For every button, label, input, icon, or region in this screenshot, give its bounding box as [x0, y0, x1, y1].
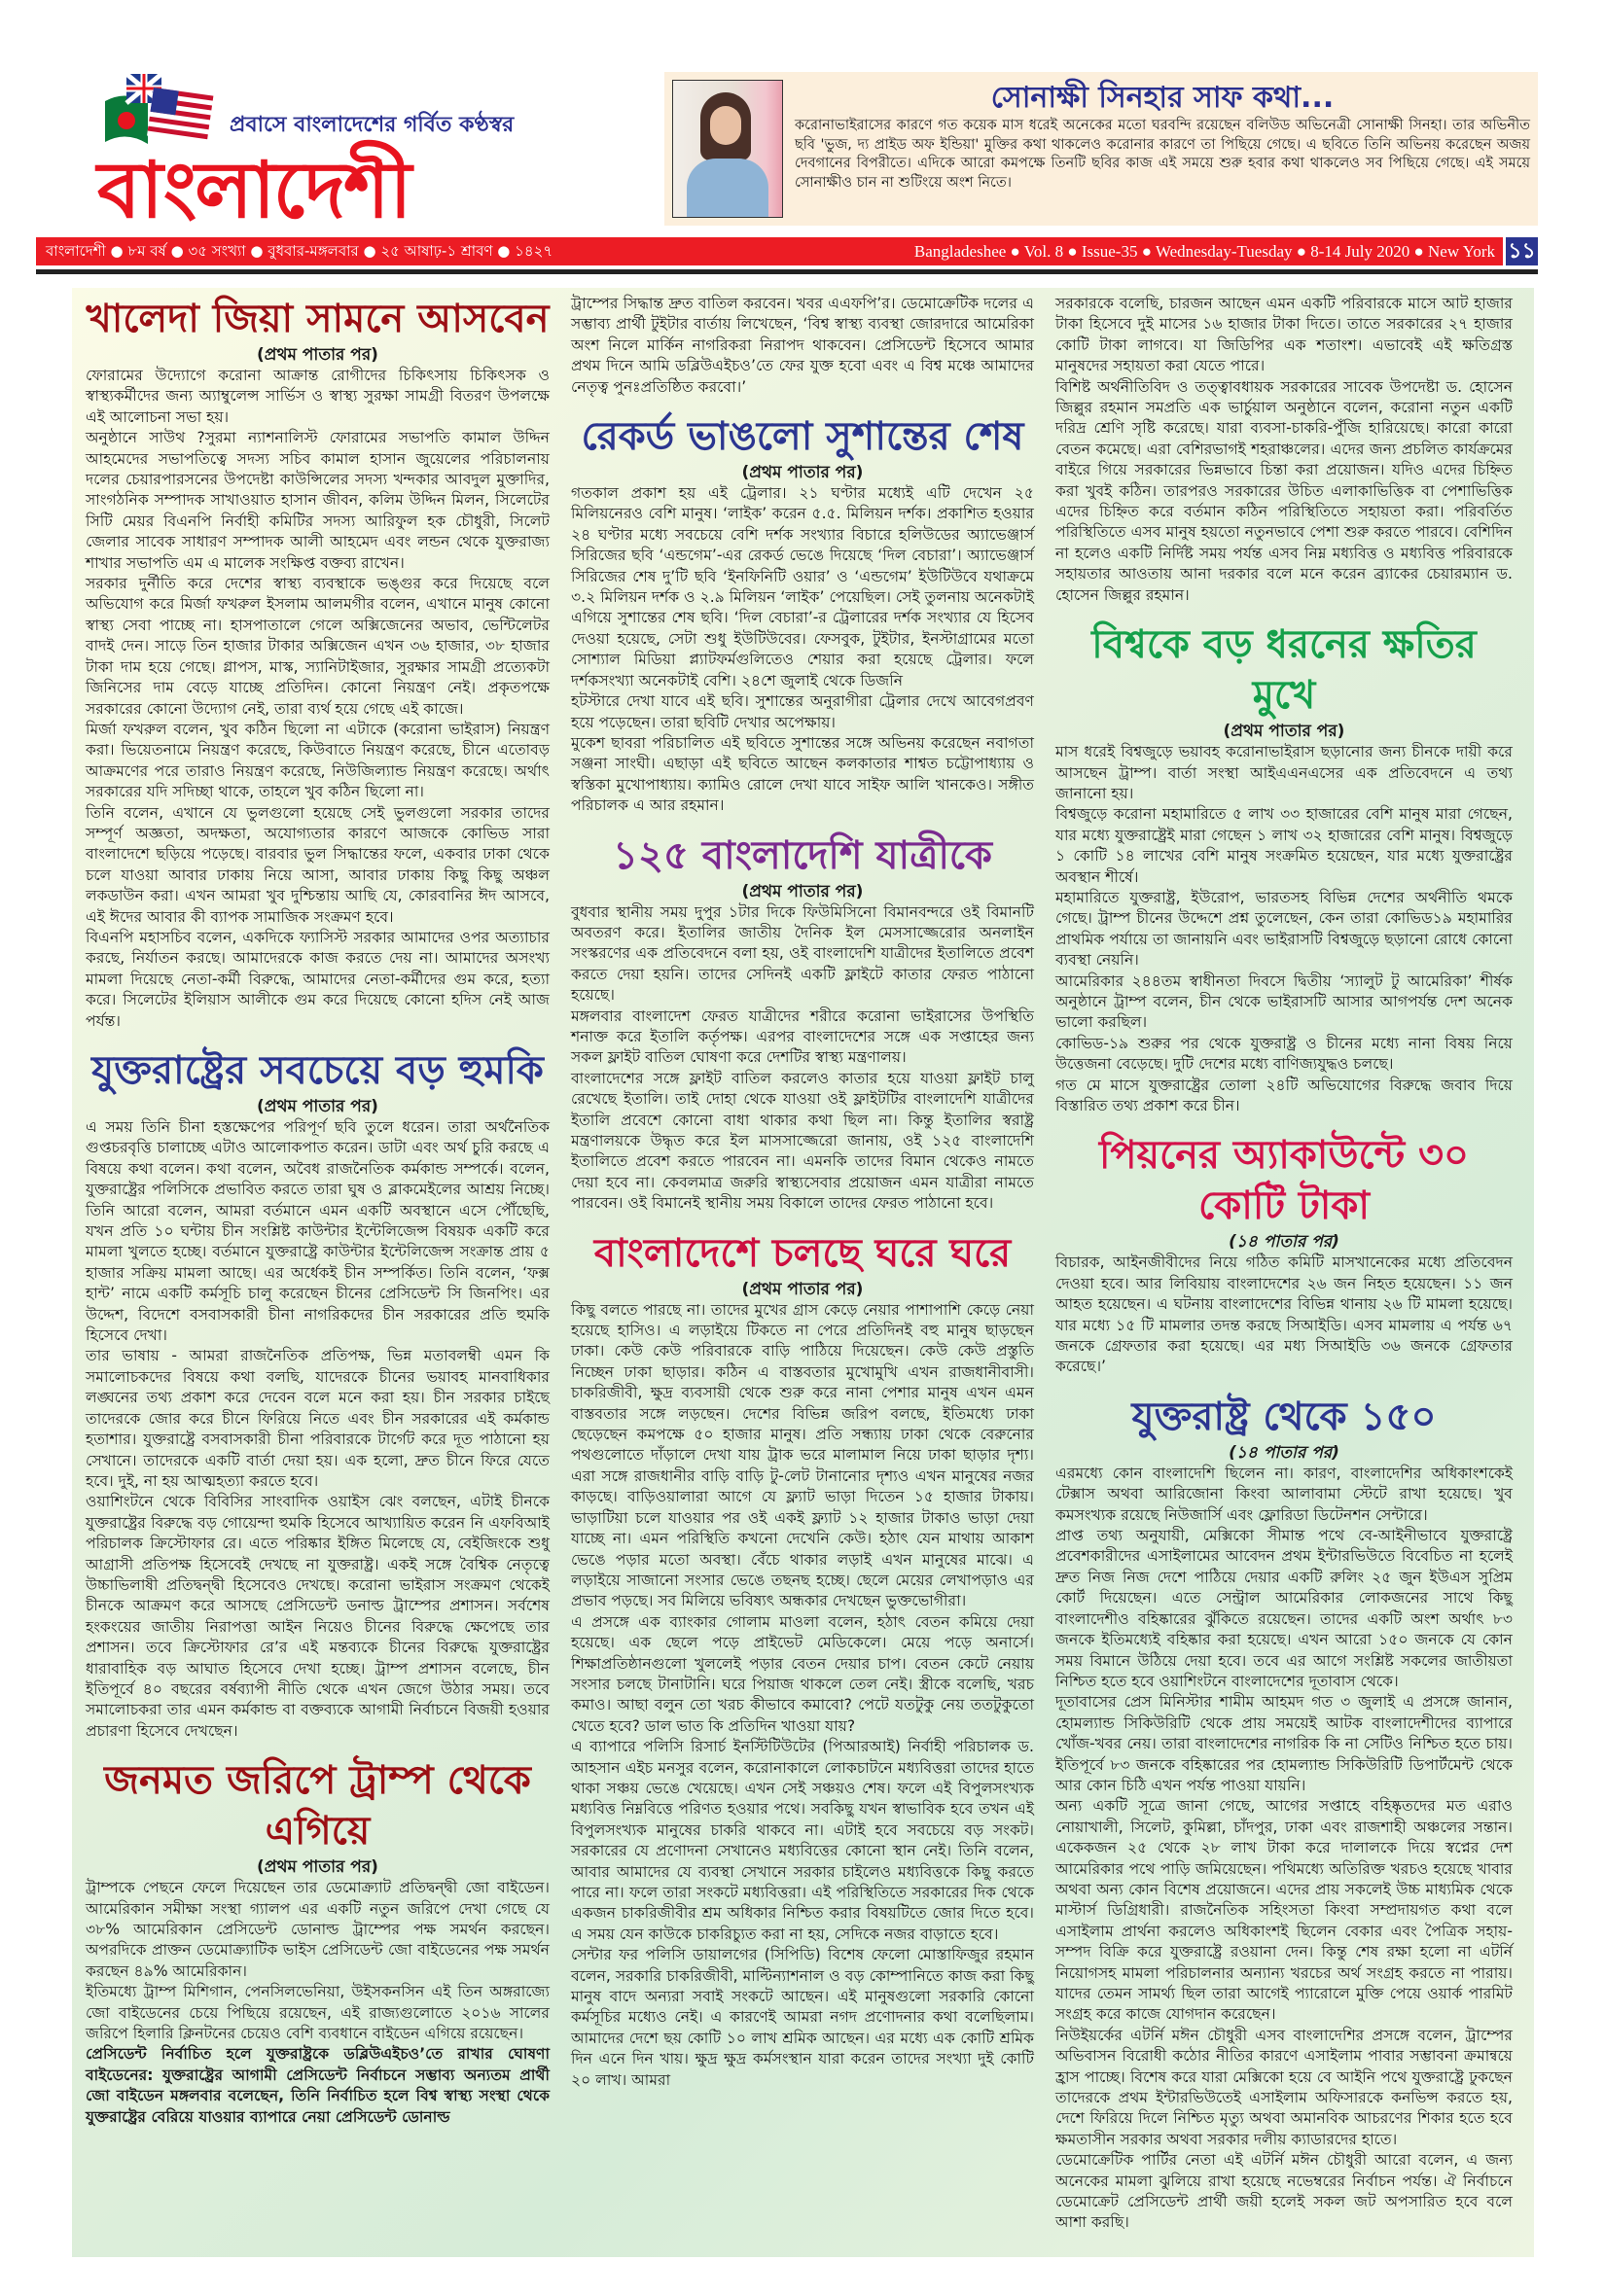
- divider: [36, 269, 1538, 274]
- promo-box: [664, 72, 1538, 226]
- paragraph: সরকার দুর্নীতি করে দেশের স্বাস্থ্য ব্যবস্থাকে ভঙ্গুর করে দিয়েছে বলে অভিযোগ করে মির্জা ফখরুল ইসলাম আলমগীর বলেন, এখানে মানুষ কোনো স্বাস্থ্য সেবা পাচ্ছে না। হাসপাতালে গেলে অক্সিজেনের অভাব, ভেন্টিলেটর বাদই দেন। সাড়ে তিন হাজার টাকার অক্সিজেন এখন ৩৬ হাজার, ৩৮ হাজার টাকা দাম হয়ে গেছে। গ্লাপস, মাস্ক, স্যানিটাইজার, সুরক্ষার সামগ্রী প্রত্যেকটা জিনিসের দাম বেড়ে যাচ্ছে প্রতিদিন। কোনো নিয়ন্ত্রণ নেই। প্রকৃতপক্ষে সরকারের কোনো উদ্যোগ নেই, তারা ব্যর্থ হয়ে গেছে এই কাজে।: [86, 575, 550, 718]
- column-1: [86, 294, 550, 2247]
- headline: বাংলাদেশে চলছে ঘরে ঘরে: [593, 1230, 1012, 1276]
- paragraph: তিনি বলেন, এখানে যে ভুলগুলো হয়েছে সেই ভুলগুলো সরকার তাদের সম্পূর্ণ অজ্ঞতা, অদক্ষতা, অযোগ্যতার কারণে আজকে কোভিড সারা বাংলাদেশে ছড়িয়ে পড়েছে। বারবার ভুল সিদ্ধান্তের ফলে, একবার ঢাকা থেকে চলে যাওয়া আবার ঢাকায় নিয়ে আসা, আবার ঢাকায় কিছু কিছু অঞ্চল লকডাউন করা। এখন আমরা খুব দুশ্চিন্তায় আছি যে, কোরবানির ঈদ আসবে, এই ঈদের আবার কী ব্যাপক সামাজিক সংক্রমণ হবে।: [86, 803, 550, 926]
- paragraph: ইতিমধ্যে ট্রাম্প মিশিগান, পেনসিলভেনিয়া, উইসকনসিন এই তিন অঙ্গরাজ্যে জো বাইডেনের চেয়ে পিছিয়ে রয়েছেন, এই রাজ্যগুলোতে ২০১৬ সালের জরিপে হিলারি ক্লিনটনের চেয়েও বেশি ব্যবধানে বাইডেন এগিয়ে রয়েছেন।: [86, 1983, 550, 2043]
- continued-label: (প্রথম পাতার পর): [741, 463, 864, 483]
- article-home-continued: [1055, 294, 1513, 606]
- article-body: [571, 1300, 1034, 2091]
- paragraph: ডেমোক্রেটিক পার্টির নেতা এই এটর্নি মঈন চৌধুরী আরো বলেন, এ জন্য অনেকের মামলা ঝুলিয়ে রাখা হয়েছে নভেম্বরের নির্বাচন পর্যন্ত। ঐ নির্বাচনে ডেমোক্রেট প্রেসিডেন্ট প্রার্থী জয়ী হলেই সকল জট অপসারিত হবে বলে আশা করছি।: [1055, 2151, 1513, 2232]
- paragraph: নিউইয়র্কের এটর্নি মঈন চৌধুরী এসব বাংলাদেশির প্রসঙ্গে বলেন, ট্রাম্পের অভিবাসন বিরোধী কঠোর নীতির কারণে এসাইলাম পাবার সম্ভাবনা ক্রমান্বয়ে হ্রাস পাচ্ছে। বিশেষ করে যারা মেক্সিকো হয়ে বে আইনি পথে যুক্তরাষ্ট্রে ঢুকছেন তাদেরকে প্রথম ইন্টারভিউতেই এসাইলাম অফিসারকে কনভিন্স করতে হয়, দেশে ফিরিয়ে দিলে নিশ্চিত মৃত্যু অথবা অমানবিক আচরণের শিকার হতে হবে ক্ষমতাসীন সরকার অথবা সরকার দলীয় ক্যাডারদের হাতে।: [1055, 2026, 1513, 2148]
- headline: ১২৫ বাংলাদেশি যাত্রীকে: [613, 832, 992, 878]
- article-body: [86, 1878, 550, 2128]
- paragraph: এ প্রসঙ্গে এক ব্যাংকার গোলাম মাওলা বলেন, হঠাৎ বেতন কমিয়ে দেয়া হয়েছে। এক ছেলে পড়ে প্রাইভেট মেডিকেলে। মেয়ে পড়ে অনার্সে। শিক্ষাপ্রতিষ্ঠানগুলো খুললেই পড়ার বেতন দেয়ার চাপ। বেতন কেটে নেয়ায় সংসার চলছে টানাটানি। ঘরে পিয়াজ থাকলে তেল নেই। স্ত্রীকে বলেছি, খরচ কমাও। আছা বলুন তো খরচ কীভাবে কমাবো? পেটে যতটুকু নেয় ততটুকুতো খেতে হবে? ডাল ভাত কি প্রতিদিন খাওয়া যায়?: [571, 1612, 1034, 1735]
- paragraph: দূতাবাসের প্রেস মিনিস্টার শামীম আহমদ গত ৩ জুলাই এ প্রসঙ্গে জানান, হোমল্যান্ড সিকিউরিটি থেকে প্রায় সময়েই আটক বাংলাদেশীদের ব্যাপারে খোঁজ-খবর নেয়। তারা বাংলাদেশের নাগরিক কি না সেটিও নিশ্চিত হতে চায়। ইতিপূর্বে ৮৩ জনকে বহিষ্কারের পর হোমল্যান্ড সিকিউরিটি ডিপার্টমেন্ট থেকে আর কোন চিঠি এখন পর্যন্ত পাওয়া যায়নি।: [1055, 1693, 1513, 1794]
- article-125-passengers: [571, 830, 1034, 1215]
- headline: রেকর্ড ভাঙলো সুশান্তের শেষ: [581, 414, 1024, 460]
- headline: যুক্তরাষ্ট্র থেকে ১৫০: [1131, 1394, 1437, 1439]
- paragraph: মুকেশ ছাবরা পরিচালিত এই ছবিতে সুশান্তের সঙ্গে অভিনয় করেছেন নবাগতা সঞ্জনা সাংঘী। এছাড়া এই ছবিতে আছেন কলকাতার শাশ্বত চট্টোপাধ্যায় ও স্বস্তিকা মুখোপাধ্যায়। ক্যামিও রোলে দেখা যাবে সাইফ আলি খানকেও। সঙ্গীত পরিচালক এ আর রহমান।: [571, 733, 1034, 815]
- page-number: ১১: [1506, 237, 1538, 265]
- actress-photo: [672, 80, 783, 218]
- paragraph: ফোরামের উদ্যোগে করোনা আক্রান্ত রোগীদের চিকিৎসায় চিকিৎসক ও স্বাস্থ্যকর্মীদের জন্য অ্যাম্বুলেন্স সার্ভিস ও স্বাস্থ্য সুরক্ষা সামগ্রী বিতরণ উপলক্ষে এই আলোচনা সভা হয়।: [86, 367, 550, 426]
- continued-label: (প্রথম পাতার পর): [257, 1097, 378, 1116]
- brand-block: [97, 72, 642, 233]
- paragraph: আমেরিকার ২৪৪তম স্বাধীনতা দিবসে দ্বিতীয় ‘স্যালুট টু আমেরিকা’ শীর্ষক অনুষ্ঠানে ট্রাম্প বলেন, চীন থেকে ভাইরাসটি আসার আগপর্যন্ত দেশ অনেক ভালো করছিল।: [1055, 971, 1513, 1032]
- paragraph: এ সময় তিনি চীনা হস্তক্ষেপের পরিপূর্ণ ছবি তুলে ধরেন। তারা অর্থনৈতিক গুপ্তচরবৃত্তি চালাচ্ছে এটাও আলোকপাত করেন। ডাটা এবং অর্থ চুরি করছে এ বিষয়ে কথা বলেন। কথা বলেন, অবৈধ রাজনৈতিক কর্মকান্ড সম্পর্কে। বলেন, যুক্তরাষ্ট্রের পলিসিকে প্রভাবিত করতে তারা ঘুষ ও ব্লাকমেইলের আশ্রয় নিচ্ছে। তিনি আরো বলেন, আমরা বর্তমানে এমন একটি অবস্থানে এসে পৌঁছেছি, যখন প্রতি ১০ ঘন্টায় চীন সংশ্লিষ্ট কাউন্টার ইন্টেলিজেন্স বিষয়ক একটি করে মামলা খুলতে হচ্ছে। বর্তমানে যুক্তরাষ্ট্রে কাউন্টার ইন্টেলিজেন্স সংক্রান্ত প্রায় ৫ হাজার সক্রিয় মামলা আছে। এর অর্ধেকই চীন সম্পর্কিত। তিনি বলেন, ‘ফক্স হান্ট’ নামে একটি কর্মসূচি চালু করেছেন চীনের প্রেসিডেন্ট সি জিনপিং। এর উদ্দেশ, বিদেশে বসবাসকারী চীনা নাগরিকদের চীন সরকারের প্রতি হুমকি হিসেবে দেখা।: [86, 1118, 550, 1345]
- article-body: [571, 902, 1034, 1215]
- paragraph: অনুষ্ঠানে সাউথ ?সুরমা ন্যাশনালিস্ট ফোরামের সভাপতি কামাল উদ্দিন আহমেদের সভাপতিত্বে সদস্য সচিব কামাল হাসান জুয়েলের পরিচালনায় দলের চেয়ারপারসনের উপদেষ্টা কাউন্সিলের সদস্য খন্দকার আবদুল মুক্তাদির, সাংগঠনিক সম্পাদক সাখাওয়াত হাসান জীবন, কলিম উদ্দিন মিলন, সিলেটের সিটি মেয়র বিএনপি নির্বাহী কমিটির সদস্য আরিফুল হক চৌধুরী, সিলেট জেলার সাবেক সাধারণ সম্পাদক আলী আহমেদ এবং লন্ডন থেকে যুক্তরাজ্য শাখার সভাপতি এম এ মালেক সংক্ষিপ্ত বক্তব্য রাখেন।: [86, 429, 550, 572]
- paragraph: মহামারিতে যুক্তরাষ্ট্র, ইউরোপ, ভারতসহ বিভিন্ন দেশের অর্থনীতি থমকে গেছে। ট্রাম্প চীনের উদ্দেশে প্রশ্ন তুলেছেন, কেন তারা কোভিড১৯ মহামারির প্রাথমিক পর্যায়ে তা জানায়নি এবং ভাইরাসটি বিশ্বজুড়ে ছড়ানো রোধে কোনো ব্যবস্থা নেয়নি।: [1055, 888, 1513, 970]
- article-body: [571, 294, 1034, 398]
- paragraph: কিছু বলতে পারছে না। তাদের মুখের গ্রাস কেড়ে নেয়ার পাশাপাশি কেড়ে নেয়া হয়েছে হাসিও। এ লড়াইয়ে টিকতে না পেরে প্রতিদিনই বহু মানুষ ছাড়ছেন ঢাকা। কেউ কেউ পরিবারকে বাড়ি পাঠিয়ে দিয়েছেন। কেউ কেউ প্রস্তুতি নিচ্ছেন ঢাকা ছাড়ার। কঠিন এ বাস্তবতার মুখোমুখি এখন রাজধানীবাসী। চাকরিজীবী, ক্ষুদ্র ব্যবসায়ী থেকে শুরু করে নানা পেশার মানুষ এখন এমন বাস্তবতার সঙ্গে লড়ছেন। দেশের বিভিন্ন জরিপ বলছে, ইতিমধ্যে ঢাকা ছেড়েছেন কমপক্ষে ৫০ হাজার মানুষ। প্রতি সন্ধ্যায় ঢাকা থেকে বেরুনোর পথগুলোতে দাঁড়ালে দেখা যায় ট্রাক ভরে মালামাল নিয়ে ঢাকা ছাড়ার দৃশ্য। এরা সঙ্গে রাজধানীর বাড়ি বাড়ি টু-লেট টানানোর দৃশ্যও এখন মানুষের নজর কাড়ছে। বাড়িওয়ালারা আগে যে ফ্ল্যাট ভাড়া দিতেন ১৫ হাজার টাকায়। ভাড়াটিয়া চলে যাওয়ার পর ওই একই ফ্ল্যাট ১২ হাজার টাকাও ভাড়া দেয়া যাচ্ছে না। এমন পরিস্থিতি কখনো দেখেনি কেউ। হঠাৎ যেন মাথায় আকাশ ভেঙে পড়ার মতো অবস্থা। বেঁচে থাকার লড়াই এখন মানুষের মাঝে। এ লড়াইয়ে সাজানো সংসার ভেঙে তছনছ হচ্ছে। ছেলে মেয়ের লেখাপড়াও এর প্রভাব পড়ছে। সব মিলিয়ে ভবিষ্যৎ অন্ধকার দেখছেন ভুক্তভোগীরা।: [571, 1300, 1034, 1610]
- masthead: [0, 0, 1605, 233]
- paragraph: মঙ্গলবার বাংলাদেশ ফেরত যাত্রীদের শরীরে করোনা ভাইরাসের উপস্থিতি শনাক্ত করে ইতালি কর্তৃপক্ষ। এরপর বাংলাদেশের সঙ্গে এক সপ্তাহের জন্য সকল ফ্লাইট বাতিল ঘোষণা করে দেশটির স্বাস্থ্য মন্ত্রণালয়।: [571, 1007, 1034, 1067]
- paragraph: প্রেসিডেন্ট নির্বাচিত হলে যুক্তরাষ্ট্রকে ডব্লিউএইচও’তে রাখার ঘোষণা বাইডেনের: যুক্তরাষ্ট্রের আগামী প্রেসিডেন্ট নির্বাচনে সম্ভাব্য অন্যতম প্রার্থী জো বাইডেন মঙ্গলবার বলেছেন, তিনি নির্বাচিত হলে বিশ্ব স্বাস্থ্য সংস্থা থেকে যুক্তরাষ্ট্রের বেরিয়ে যাওয়ার ব্যাপারে নেয়া প্রেসিডেন্ট ডোনাল্ড: [86, 2045, 550, 2126]
- paragraph: বাংলাদেশের সঙ্গে ফ্লাইট বাতিল করলেও কাতার হয়ে যাওয়া ফ্লাইট চালু রেখেছে ইতালি। তাই দোহা থেকে যাওয়া ওই ফ্লাইটটির বাংলাদেশি যাত্রীদের ইতালি প্রবেশে কোনো বাধা থাকার কথা ছিল না। কিন্তু ইতালির স্বরাষ্ট্র মন্ত্রণালয়কে উদ্ধৃত করে ইল মাসসাজ্জেরো জানায়, ওই ১২৫ বাংলাদেশি ইতালিতে প্রবেশ করতে পারবেন না। এমনকি তাদের বিমান থেকেও নামতে দেয়া হবে না। কেবলমাত্র জরুরি স্বাস্থ্যসেবার প্রয়োজন এমন যাত্রীরা নামতে পারবেন। ওই বিমানেই স্থানীয় সময় বিকালে তাদের ফেরত পাঠানো হবে।: [571, 1069, 1034, 1213]
- headline: জনমত জরিপে ট্রাম্প থেকে এগিয়ে: [104, 1758, 531, 1854]
- paragraph: ট্রাম্পকে পেছনে ফেলে দিয়েছেন তার ডেমোক্র্যাট প্রতিদ্বন্দ্বী জো বাইডেন। আমেরিকান সমীক্ষা সংস্থা গ্যালপ এর একটি নতুন জরিপে দেখা গেছে যে ৩৮% আমেরিকান প্রেসিডেন্ট ডোনাল্ড ট্রাম্পের পক্ষ সমর্থন করছেন। অপরদিকে প্রাক্তন ডেমোক্র্যাটিক ভাইস প্রেসিডেন্ট জো বাইডেনের পক্ষ সমর্থন করছেন ৪৯% আমেরিকান।: [86, 1879, 550, 1980]
- column-2: [571, 294, 1034, 2247]
- paragraph: কোভিড-১৯ শুরুর পর থেকে যুক্তরাষ্ট্র ও চীনের মধ্যে নানা বিষয় নিয়ে উত্তেজনা বেড়েছে। দুটি দেশের মধ্যে বাণিজ্যযুদ্ধও চলছে।: [1055, 1034, 1513, 1074]
- content-panel: [72, 288, 1534, 2257]
- issue-info-bengali: বাংলাদেশী ● ৮ম বর্ষ ● ৩৫ সংখ্যা ● বুধবার-মঙ্গলবার ● ২৫ আষাঢ়-১ শ্রাবণ ● ১৪২৭: [46, 242, 553, 260]
- paragraph: সরকারকে বলেছি, চারজন আছেন এমন একটি পরিবারকে মাসে আট হাজার টাকা হিসেবে দুই মাসের ১৬ হাজার টাকা দিতে। তাতে সরকারের ২৭ হাজার কোটি টাকা লাগবে। যা জিডিপির এক শতাংশ। এভাবেই এই ক্ষতিগ্রস্ত মানুষদের সহায়তা করা যেতে পারে।: [1055, 295, 1513, 375]
- paragraph: এ ব্যাপারে পলিসি রিসার্চ ইনস্টিটিউটের (পিআরআই) নির্বাহী পরিচালক ড. আহসান এইচ মনসুর বলেন, করোনাকালে লোকচাটনে মধ্যবিত্তরা তাদের হাতে থাকা সঞ্চয় ভেঙে খেয়েছে। এখন সেই সঞ্চয়ও শেষ। ফলে এই বিপুলসংখ্যক মধ্যবিত্ত নিম্নবিত্তে পরিণত হওয়ার পথে। সবকিছু যখন স্বাভাবিক হবে তখন এই বিপুলসংখ্যক মানুষের চাকরি থাকবে না। এটাই হবে সবচেয়ে বড় সংকট। সরকারের যে প্রণোদনা সেখানেও মধ্যবিত্তের কোনো স্থান নেই। তিনি বলেন, আবার আমাদের যে ব্যবস্থা সেখানে সরকার চাইলেও মধ্যবিত্তকে কিছু করতে পারে না। ফলে তারা সংকটে মধ্যবিত্তরা। এই পরিস্থিতিতে সরকারের দিক থেকে একজন চাকরিজীবীর শ্রম অধিকার নিশ্চিত করার বিষয়টিতে জোর দিতে হবে। এ সময় যেন কাউকে চাকরিচ্যুত করা না হয়, সেদিকে নজর বাড়াতে হবে।: [571, 1738, 1034, 1943]
- headline: পিয়নের অ্যাকাউন্টে ৩০ কোটি টাকা: [1098, 1133, 1470, 1229]
- article-home-crisis: [571, 1228, 1034, 2091]
- article-body: [86, 366, 550, 1032]
- promo-headline: সোনাক্ষী সিনহার সাফ কথা...: [990, 81, 1335, 115]
- paragraph: প্রাপ্ত তথ্য অনুযায়ী, মেক্সিকো সীমান্ত পথে বে-আইনীভাবে যুক্তরাষ্ট্রে প্রবেশকারীদের এসাইলামের আবেদন প্রথম ইন্টারভিউতে বিবেচিত না হলেই দ্রুত নিজ নিজ দেশে পাঠিয়ে দেয়ার একটি রুলিং ২৫ জুন ইউএস সুপ্রিম কোর্ট দিয়েছেন। এতে সেন্ট্রাল আমেরিকার লোকজনের সাথে কিছু বাংলাদেশীও বহিষ্কারের ঝুঁকিতে রয়েছেন। তাদের একটি অংশ অর্থাৎ ৮৩ জনকে ইতিমধ্যেই বহিষ্কার করা হয়েছে। এখন আরো ১৫০ জনকে যে কোন সময় বিমানে উঠিয়ে দেয়া হবে। তবে এর আগে সংশ্লিষ্ট সকলের জাতীয়তা নিশ্চিত হতে হবে ওয়াশিংটনে বাংলাদেশের দূতাবাস থেকে।: [1055, 1527, 1513, 1690]
- continued-label: (প্রথম পাতার পর): [741, 881, 864, 901]
- article-body: [1055, 1464, 1513, 2234]
- paragraph: বিশিষ্ট অর্থনীতিবিদ ও তত্ত্বাবধায়ক সরকারের সাবেক উপদেষ্টা ড. হোসেন জিল্লুর রহমান সমপ্রতি এক ভার্চুয়াল অনুষ্ঠানে বলেন, করোনা নতুন একটি দরিদ্র শ্রেণি সৃষ্টি করেছে। যারা ব্যবসা-চাকরি-পুঁজি হারিয়েছে। কারো কারো বেতন কমেছে। এরা বেশিরভাগই শহরাঞ্চলের। এদের জন্য প্রচলিত কার্যক্রমের বাইরে গিয়ে সরকারের ভিন্নভাবে চিন্তা করা প্রয়োজন। যদিও এদের চিহ্নিত করা খুবই কঠিন। তারপরও সরকারের উচিত এলাকাভিত্তিক বা পেশাভিত্তিক এদের চিহ্নিত করে বর্তমান কঠিন পরিস্থিতিতে সহায়তা করা। পরিবর্তিত পরিস্থিতিতে এসব মানুষ হয়তো নতুনভাবে পেশা শুরু করতে পারবে। বেশিদিন না হলেও একটি নির্দিষ্ট সময় পর্যন্ত এসব নিম্ন মধ্যবিত্ত ও মধ্যবিত্ত পরিবারকে সহায়তার আওতায় আনা দরকার বলে মনে করেন ব্র্যাকের চেয়ারম্যান ড. হোসেন জিল্লুর রহমান।: [1055, 377, 1513, 604]
- article-body: [1055, 294, 1513, 606]
- headline: খালেদা জিয়া সামনে আসবেন: [86, 297, 550, 341]
- continued-label: (১৪ পাতার পর): [1229, 1232, 1339, 1253]
- paragraph: ট্রাম্পের সিদ্ধান্ত দ্রুত বাতিল করবেন। খবর এএফপি’র। ডেমোক্রেটিক দলের এ সম্ভাব্য প্রার্থী টুইটার বার্তায় লিখেছেন, ‘বিশ্ব স্বাস্থ্য ব্যবস্থা জোরদারে আমেরিকা অংশ নিলে মার্কিন নাগরিকরা নিরাপদ থাকবেন। প্রেসিডেন্ট হিসেবে আমার প্রথম দিনে আমি ডব্লিউএইচও’তে ফের যুক্ত হবো এবং এ বিশ্ব মঞ্চে আমাদের নেতৃত্ব পুনঃপ্রতিষ্ঠিত করবো।’: [571, 295, 1034, 396]
- headline: যুক্তরাষ্ট্রের সবচেয়ে বড় হুমকি: [91, 1048, 544, 1093]
- article-peon-account: [1055, 1130, 1513, 1377]
- continued-label: (প্রথম পাতার পর): [257, 1857, 378, 1878]
- continued-label: (প্রথম পাতার পর): [741, 1279, 864, 1299]
- article-opinion-poll: [86, 1755, 550, 2128]
- paragraph: হটস্টারে দেখা যাবে এই ছবি। সুশান্তের অনুরাগীরা ট্রেলার দেখে আবেগপ্রবণ হয়ে পড়েছেন। তারা ছবিটি দেখার অপেক্ষায়।: [571, 692, 1034, 731]
- article-us-threat: [86, 1045, 550, 1742]
- paragraph: বিচারক, আইনজীবীদের নিয়ে গঠিত কমিটি মাসখানেকের মধ্যে প্রতিবেদন দেওয়া হবে। আর লিবিয়ায় বাংলাদেশের ২৬ জন নিহত হয়েছেন। ১১ জন আহত হয়েছেন। এ ঘটনায় বাংলাদেশের বিভিন্ন থানায় ২৬ টি মামলা হয়েছে। যার মধ্যে ১৫ টি মামলার তদন্ত করছে সিআইডি। এসব মামলায় এ পর্যন্ত ৬৭ জনকে গ্রেফতার করা হয়েছে। এর মধ্য সিআইডি ৩৬ জনকে গ্রেফতার করেছে।’: [1055, 1254, 1513, 1376]
- article-who-continued: [571, 294, 1034, 398]
- article-khaleda: [86, 294, 550, 1032]
- paragraph: মাস ধরেই বিশ্বজুড়ে ভয়াবহ করোনাভাইরাস ছড়ানোর জন্য চীনকে দায়ী করে আসছেন ট্রাম্প। বার্তা সংস্থা আইএএনএসের এক প্রতিবেদনে এ তথ্য জানানো হয়।: [1055, 743, 1513, 802]
- paragraph: বিশ্বজুড়ে করোনা মহামারিতে ৫ লাখ ৩৩ হাজারের বেশি মানুষ মারা গেছেন, যার মধ্যে যুক্তরাষ্ট্রেই মারা গেছেন ১ লাখ ৩২ হাজারের বেশি মানুষ। বিশ্বজুড়ে ১ কোটি ১৪ লাখের বেশি মানুষ সংক্রমিত হয়েছেন, যার মধ্যে যুক্তরাষ্ট্রের অবস্থান শীর্ষে।: [1055, 805, 1513, 886]
- date-band: [36, 237, 1503, 265]
- newspaper-logo: বাংলাদেশী: [97, 145, 410, 235]
- continued-label: (১৪ পাতার পর): [1229, 1442, 1339, 1463]
- paragraph: এরমধ্যে কোন বাংলাদেশি ছিলেন না। কারণ, বাংলাদেশির অধিকাংশকেই টেক্সাস অথবা আরিজোনা কিংবা আলাবামা স্টেটে রাখা হয়েছে। খুব কমসংখ্যক রয়েছে নিউজার্সি এবং ফ্লোরিডা ডিটেনশন সেন্টারে।: [1055, 1464, 1513, 1524]
- continued-label: (প্রথম পাতার পর): [1223, 722, 1345, 742]
- paragraph: বুধবার স্থানীয় সময় দুপুর ১টার দিকে ফিউমিসিনো বিমানবন্দরে ওই বিমানটি অবতরণ করে। ইতালির জাতীয় দৈনিক ইল মেসসাজ্জেরোর অনলাইন সংস্করণের এক প্রতিবেদনে বলা হয়, ওই বাংলাদেশি যাত্রীদের ইতালিতে প্রবেশ করতে দেয়া হয়নি। তাদের সেদিনই একটি ফ্লাইটে কাতার ফেরত পাঠানো হয়েছে।: [571, 902, 1034, 1005]
- promo-text: করোনাভাইরাসের কারণে গত কয়েক মাস ধরেই অনেকের মতো ঘরবন্দি রয়েছেন বলিউড অভিনেত্রী সোনাক্ষী সিনহা। তার অভিনীত ছবি 'ভুজ, দ্য প্রাইড অফ ইন্ডিয়া' মুক্তির কথা থাকলেও করোনার কারণে তা পিছিয়ে গেছে। এ ছবিতে তিনি অভিনয় করেছেন অজয় দেবগানের বিপরীতে। এদিকে আরো কমপক্ষে তিনটি ছবির কাজ এই সময়ে শুরু হবার কথা থাকলেও সব পিছিয়ে গেছে। এই সময়ে সোনাক্ষীও চান না শুটিংয়ে অংশ নিতে।: [795, 118, 1530, 191]
- issue-info-english: Bangladeshee ● Vol. 8 ● Issue-35 ● Wednesday-Tuesday ● 8-14 July 2020 ● New York: [913, 242, 1495, 261]
- article-body: [1055, 742, 1513, 1116]
- paragraph: অন্য একটি সূত্রে জানা গেছে, আগের সপ্তাহে বহিষ্কৃতদের মত এরাও নোয়াখালী, সিলেট, কুমিল্লা, চাঁদপুর, ঢাকা এবং রাজশাহী অঞ্চলের সন্তান। একেকজন ২৫ থেকে ২৮ লাখ টাকা করে দালালকে দিয়ে স্বপ্নের দেশ আমেরিকার পথে পাড়ি জমিয়েছেন। পথিমধ্যে অতিরিক্ত খরচও হয়েছে খাবার অথবা অন্য কোন বিশেষ প্রয়োজনে। এদের প্রায় সকলেই উচ্চ মাধ্যমিক থেকে মাস্টার্স ডিগ্রিধারী। রাজনৈতিক সহিংসতা কিংবা সম্প্রদায়গত কথা বলে এসাইলাম প্রার্থনা করলেও অধিকাংশই ছিলেন বেকার এবং পৈত্রিক সহায়-সম্পদ বিক্রি করে যুক্তরাষ্ট্রে রওয়ানা দেন। কিন্তু শেষ রক্ষা হলো না এটর্নি নিয়োগসহ মামলা পরিচালনার অন্যান্য খরচের অর্থ সংগ্রহ করতে না পারায়। যাদের তেমন সামর্থ্য ছিল তারা আগেই প্যারোলে মুক্তি পেয়ে ওয়ার্ক পারমিট সংগ্রহ করে কাজে যোগদান করেছেন।: [1055, 1797, 1513, 2024]
- article-body: [86, 1117, 550, 1742]
- paragraph: গতকাল প্রকাশ হয় এই ট্রেলার। ২১ ঘণ্টার মধ্যেই এটি দেখেন ২৫ মিলিয়নেরও বেশি মানুষ। ‘লাইক’ করেন ৫.৫. মিলিয়ন দর্শক। প্রকাশিত হওয়ার ২৪ ঘণ্টার মধ্যে সবচেয়ে বেশি দর্শক সংখ্যার বিচারে হলিউডের অ্যাভেঞ্জার্স সিরিজের ছবি ‘এন্ডগেম’-এর রেকর্ড ভেঙে দিয়েছে ‘দিল বেচারা’। অ্যাভেঞ্জার্স সিরিজের শেষ দু’টি ছবি ‘ইনফিনিটি ওয়ার’ ও ‘এন্ডগেম’ ইউটিউবে যথাক্রমে ৩.২ মিলিয়ন দর্শক ও ২.৯ মিলিয়ন ‘লাইক’ পেয়েছিল। সেই তুলনায় অনেকটাই এগিয়ে সুশান্তের শেষ ছবি। ‘দিল বেচারা’-র ট্রেলারের দর্শক সংখ্যার যে হিসেব দেওয়া হয়েছে, সেটা শুধু ইউটিউবের। ফেসবুক, টুইটার, ইনস্টাগ্রামের মতো সোশ্যাল মিডিয়া প্ল্যাটফর্মগুলিতেও শেয়ার করা হয়েছে ট্রেলার। ফলে দর্শকসংখ্যা অনেকটাই বেশি। ২৪শে জুলাই থেকে ডিজনি: [571, 484, 1034, 689]
- article-world-damage: [1055, 619, 1513, 1116]
- column-3: [1055, 294, 1513, 2247]
- article-body: [1055, 1253, 1513, 1377]
- paragraph: সেন্টার ফর পলিসি ডায়ালগের (সিপিডি) বিশেষ ফেলো মোস্তাফিজুর রহমান বলেন, সরকারি চাকরিজীবী, মাল্টিন্যাশনাল ও বড় কোম্পানিতে কাজ করা কিছু মানুষ বাদে অন্যরা সবাই সংকটে আছেন। এই মানুষগুলো সরকারি কোনো কর্মসূচির মধ্যেও নেই। এ কারণেই আমরা নগদ প্রণোদনার কথা বলেছিলাম। আমাদের দেশে ছয় কোটি ১০ লাখ শ্রমিক আছেন। এর মধ্যে এক কোটি শ্রমিক দিন এনে দিন খায়। ক্ষুদ্র ক্ষুদ্র কর্মসংস্থান যারা করেন তাদের সংখ্যা দুই কোটি ২০ লাখ। আমরা: [571, 1946, 1034, 2089]
- paragraph: ওয়াশিংটনে থেকে বিবিসির সাংবাদিক ওয়াইস ঝেং বলছেন, এটাই চীনকে যুক্তরাষ্ট্রের বিরুদ্ধে বড় গোয়েন্দা হুমকি হিসেবে আখ্যায়িত করেন নি এফবিআই পরিচালক ক্রিস্টোফার রে। এতে পরিষ্কার ইঙ্গিত মিলেছে যে, বেইজিংকে শুধু আগ্রাসী প্রতিপক্ষ হিসেবেই দেখছে না যুক্তরাষ্ট্র। একই সঙ্গে বৈশ্বিক নেতৃত্বে উচ্চাভিলাষী প্রতিদ্বন্দ্বী হিসেবেও দেখছে। করোনা ভাইরাস সংক্রমণ থেকেই চীনকে আক্রমণ করে আসছে প্রেসিডেন্ট ডনাল্ড ট্রাম্পের প্রশাসন। সর্বশেষ হংকংয়ের জাতীয় নিরাপত্তা আইন নিয়েও চীনের বিরুদ্ধে ক্ষেপেছে তার প্রশাসন। তবে ক্রিস্টোফার রে’র এই মন্তব্যকে চীনের বিরুদ্ধে যুক্তরাষ্ট্রের ধারাবাহিক বড় আঘাত হিসেবে দেখা হচ্ছে। ট্রাম্প প্রশাসন বলেছে, চীন ইতিপূর্বে ৪০ বছরের বর্ষব্যাপী নীতি থেকে এখন জেগে উঠার সময়। তবে সমালোচকরা তার এমন কর্মকান্ড বা বক্তব্যকে আগামী নির্বাচনে বিজয়ী হওয়ার প্রচারণা হিসেবে দেখছেন।: [86, 1493, 550, 1740]
- paragraph: মির্জা ফখরুল বলেন, খুব কঠিন ছিলো না এটাকে (করোনা ভাইরাস) নিয়ন্ত্রণ করা। ভিয়েতনামে নিয়ন্ত্রণ করেছে, কিউবাতে নিয়ন্ত্রণ করেছে, চীনে এতোবড় আক্রমণের পরে তারাও নিয়ন্ত্রণ করেছে, নিউজিল্যান্ড নিয়ন্ত্রণ করেছে। অর্থাৎ সরকারের যদি সদিচ্ছা থাকে, তাহলে খুব কঠিন ছিলো না।: [86, 720, 550, 801]
- paragraph: গত মে মাসে যুক্তরাষ্ট্রের তোলা ২৪টি অভিযোগের বিরুদ্ধে জবাব দিয়ে বিস্তারিত তথ্য প্রকাশ করে চীন।: [1055, 1076, 1513, 1114]
- article-sushant: [571, 411, 1034, 817]
- continued-label: (প্রথম পাতার পর): [257, 345, 378, 365]
- flags-emblem: [97, 72, 224, 148]
- paragraph: বিএনপি মহাসচিব বলেন, একদিকে ফ্যাসিস্ট সরকার আমাদের ওপর অত্যাচার করছে, নির্যাতন করছে। আমাদেরকে কাজ করতে দেয় না। আমাদের অসংখ্য মামলা দিয়েছে নেতা-কর্মী বিরুদ্ধে, আমাদের নেতা-কর্মীদের গুম করে, হত্যা করে। সিলেটের ইলিয়াস আলীকে গুম করে দিয়েছে কোনো হদিস নেই আজ পর্যন্ত।: [86, 928, 550, 1030]
- masthead-tagline: প্রবাসে বাংলাদেশের গর্বিত কণ্ঠস্বর: [230, 113, 515, 137]
- article-us-150: [1055, 1392, 1513, 2234]
- headline: বিশ্বকে বড় ধরনের ক্ষতির মুখে: [1091, 622, 1477, 719]
- paragraph: তার ভাষায় - আমরা রাজনৈতিক প্রতিপক্ষ, ভিন্ন মতাবলম্বী এমন কি সমালোচকদের বিষয়ে কথা বলছি, যাদেরকে চীনের ভয়াবহ মানবাধিকার লঙ্ঘনের তথ্য প্রকাশ করে দেবেন বলে মনে করা হয়। চীন সরকার চাইছে তাদেরকে জোর করে চীনে ফিরিয়ে নিতে এবং চীন সরকারের এই কর্মকান্ড হতাশার। যুক্তরাষ্ট্রে বসবাসকারী চীনা পরিবারকে টার্গেট করে দূত পাঠানো হয় সেখানে। তাদেরকে একটি বার্তা দেয়া হয়। এক হলো, দ্রুত চীনে ফিরে যেতে হবে। দুই, না হয় আত্মহত্যা করতে হবে।: [86, 1347, 550, 1490]
- article-body: [571, 483, 1034, 817]
